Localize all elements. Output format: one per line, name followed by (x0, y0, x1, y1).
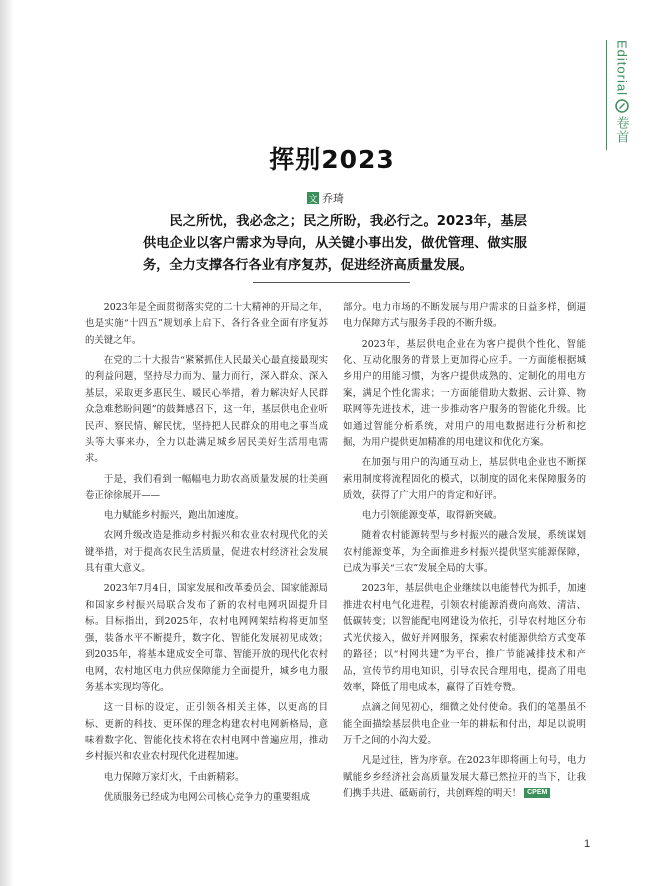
paragraph: 点滴之间见初心，细微之处付使命。我们的笔墨虽不能全面描绘基层供电企业一年的耕耘和付出，却足以说明万千之间的小沟大爱。 (343, 702, 586, 746)
paragraph: 农网升级改造是推动乡村振兴和农业农村现代化的关键举措，对于提高农民生活质量，促进农村经济社会发展具有重大意义。 (85, 530, 328, 575)
paragraph: 2023年是全面贯彻落实党的二十大精神的开局之年，也是实施“十四五”规划承上启下、各行各业全面有序复苏的关键之年。 (85, 302, 328, 346)
side-rule (606, 40, 607, 150)
paragraph: 2023年，基层供电企业继续以电能替代为抓手，加速推进农村电气化进程，引领农村能源消费向高效、清洁、低碳转变；以智能配电网建设为依托，引导农村地区分布式光伏接入，做好并网服务，探索农村能源供给方式变革的路径；以“村网共建”为平台，推广节能减排技术和产品，宣传节约用电知识，引导农民合理用电，提高了用电效率，降低了用电成本，赢得了百姓夸赞。 (343, 583, 586, 693)
pen-icon (615, 99, 629, 113)
byline-badge: 文 (307, 192, 319, 204)
cpem-logo: CPEM (524, 788, 550, 798)
byline (307, 190, 344, 206)
author-name: 乔琦 (322, 192, 344, 205)
closing-text: 凡是过往，皆为序章。在2023年即将画上句号，电力赋能乡乡经济社会高质量发展大幕已然拉开的当下，让我们携手共进、砥砺前行，共创辉煌的明天！ (343, 755, 586, 799)
paragraph: 2023年，基层供电企业在为客户提供个性化、智能化、互动化服务的背景上更加得心应手。一方面能根据城乡用户的用能习惯，为客户提供成熟的、定制化的用电方案，满足个性化需求；一方面能借助大数据、云计算、物联网等先进技术，进一步推动客户服务的智能化升级。比如通过智能分析系统，对用户的用电数据进行分析和挖掘，为用户提供更加精准的用电建议和优化方案。 (343, 338, 586, 449)
subheading: 电力引领能源变革，取得新突破。 (361, 510, 503, 522)
subheading: 电力保障万家灯火，千由新精彩。 (103, 771, 245, 783)
body-column-right (343, 300, 586, 806)
paragraph: 随着农村能源转型与乡村振兴的融合发展，系统谋划农村能源变革，为全面推进乡村振兴提供坚实能源保障，已成为事关“三农”发展全局的大事。 (343, 530, 586, 575)
paragraph: 于是，我们看到一幅幅电力助农高质量发展的壮美画卷正徐徐展开—— (85, 473, 328, 502)
section-tab-label: Editorial (614, 40, 630, 96)
closing-paragraph (343, 753, 586, 802)
paragraph: 在党的二十大报告“紧紧抓住人民最关心最直接最现实的利益问题，坚持尽力而为、量力而行，深入群众、深入基层，采取更多惠民生、暖民心举措，着力解决好人民群众急难愁盼问题”的鼓舞感召下，这一年，基层供电企业听民声、察民情、解民忧，坚持把人民群众的用电之事当成头等大事来办，全力以赴满足城乡居民美好生活用电需求。 (85, 355, 328, 465)
body-column-left (85, 300, 328, 810)
paragraph: 部分。电力市场的不断发展与用户需求的日益多样，倒逼电力保障方式与服务手段的不断升级。 (343, 302, 586, 330)
paragraph: 在加强与用户的沟通互动上，基层供电企业也不断探索用制度将流程固化的模式，以制度的固化来保障服务的质效，获得了广大用户的肯定和好评。 (343, 457, 586, 502)
lead-divider (253, 282, 410, 283)
paragraph: 这一目标的设定，正引领各相关主体，以更高的目标、更新的科技、更环保的理念构建农村电网新格局，意味着数字化、智能化技术将在农村电网中普遍应用，推动乡村振兴和农业农村现代化进程加速。 (85, 702, 328, 763)
section-tab-section: 卷首 (614, 115, 630, 144)
paragraph: 优质服务已经成为电网公司核心竞争力的重要组成 (103, 791, 311, 803)
article-title: 挥别2023 (269, 145, 395, 174)
paragraph: 2023年7月4日，国家发展和改革委员会、国家能源局和国家乡村振兴局联合发布了新的农村电网巩固提升目标。目标指出，到2025年，农村电网网架结构将更加坚强，装备水平不断提升，数字化、智能化发展初见成效；到2035年，将基本建成安全可靠、智能开放的现代化农村电网，农村地区电力供应保障能力全面提升，城乡电力服务基本实现均等化。 (85, 583, 328, 693)
lead-paragraph: 民之所忧，我必念之；民之所盼，我必行之。2023年，基层供电企业以客户需求为导向，从关键小事出发，做优管理、做实服务，全力支撑各行各业有序复苏，促进经济高质量发展。 (143, 214, 527, 273)
subheading: 电力赋能乡村振兴，跑出加速度。 (103, 510, 245, 522)
page-number: 1 (584, 838, 591, 850)
section-tab (611, 40, 633, 150)
scan-edge-shadow (0, 0, 14, 886)
